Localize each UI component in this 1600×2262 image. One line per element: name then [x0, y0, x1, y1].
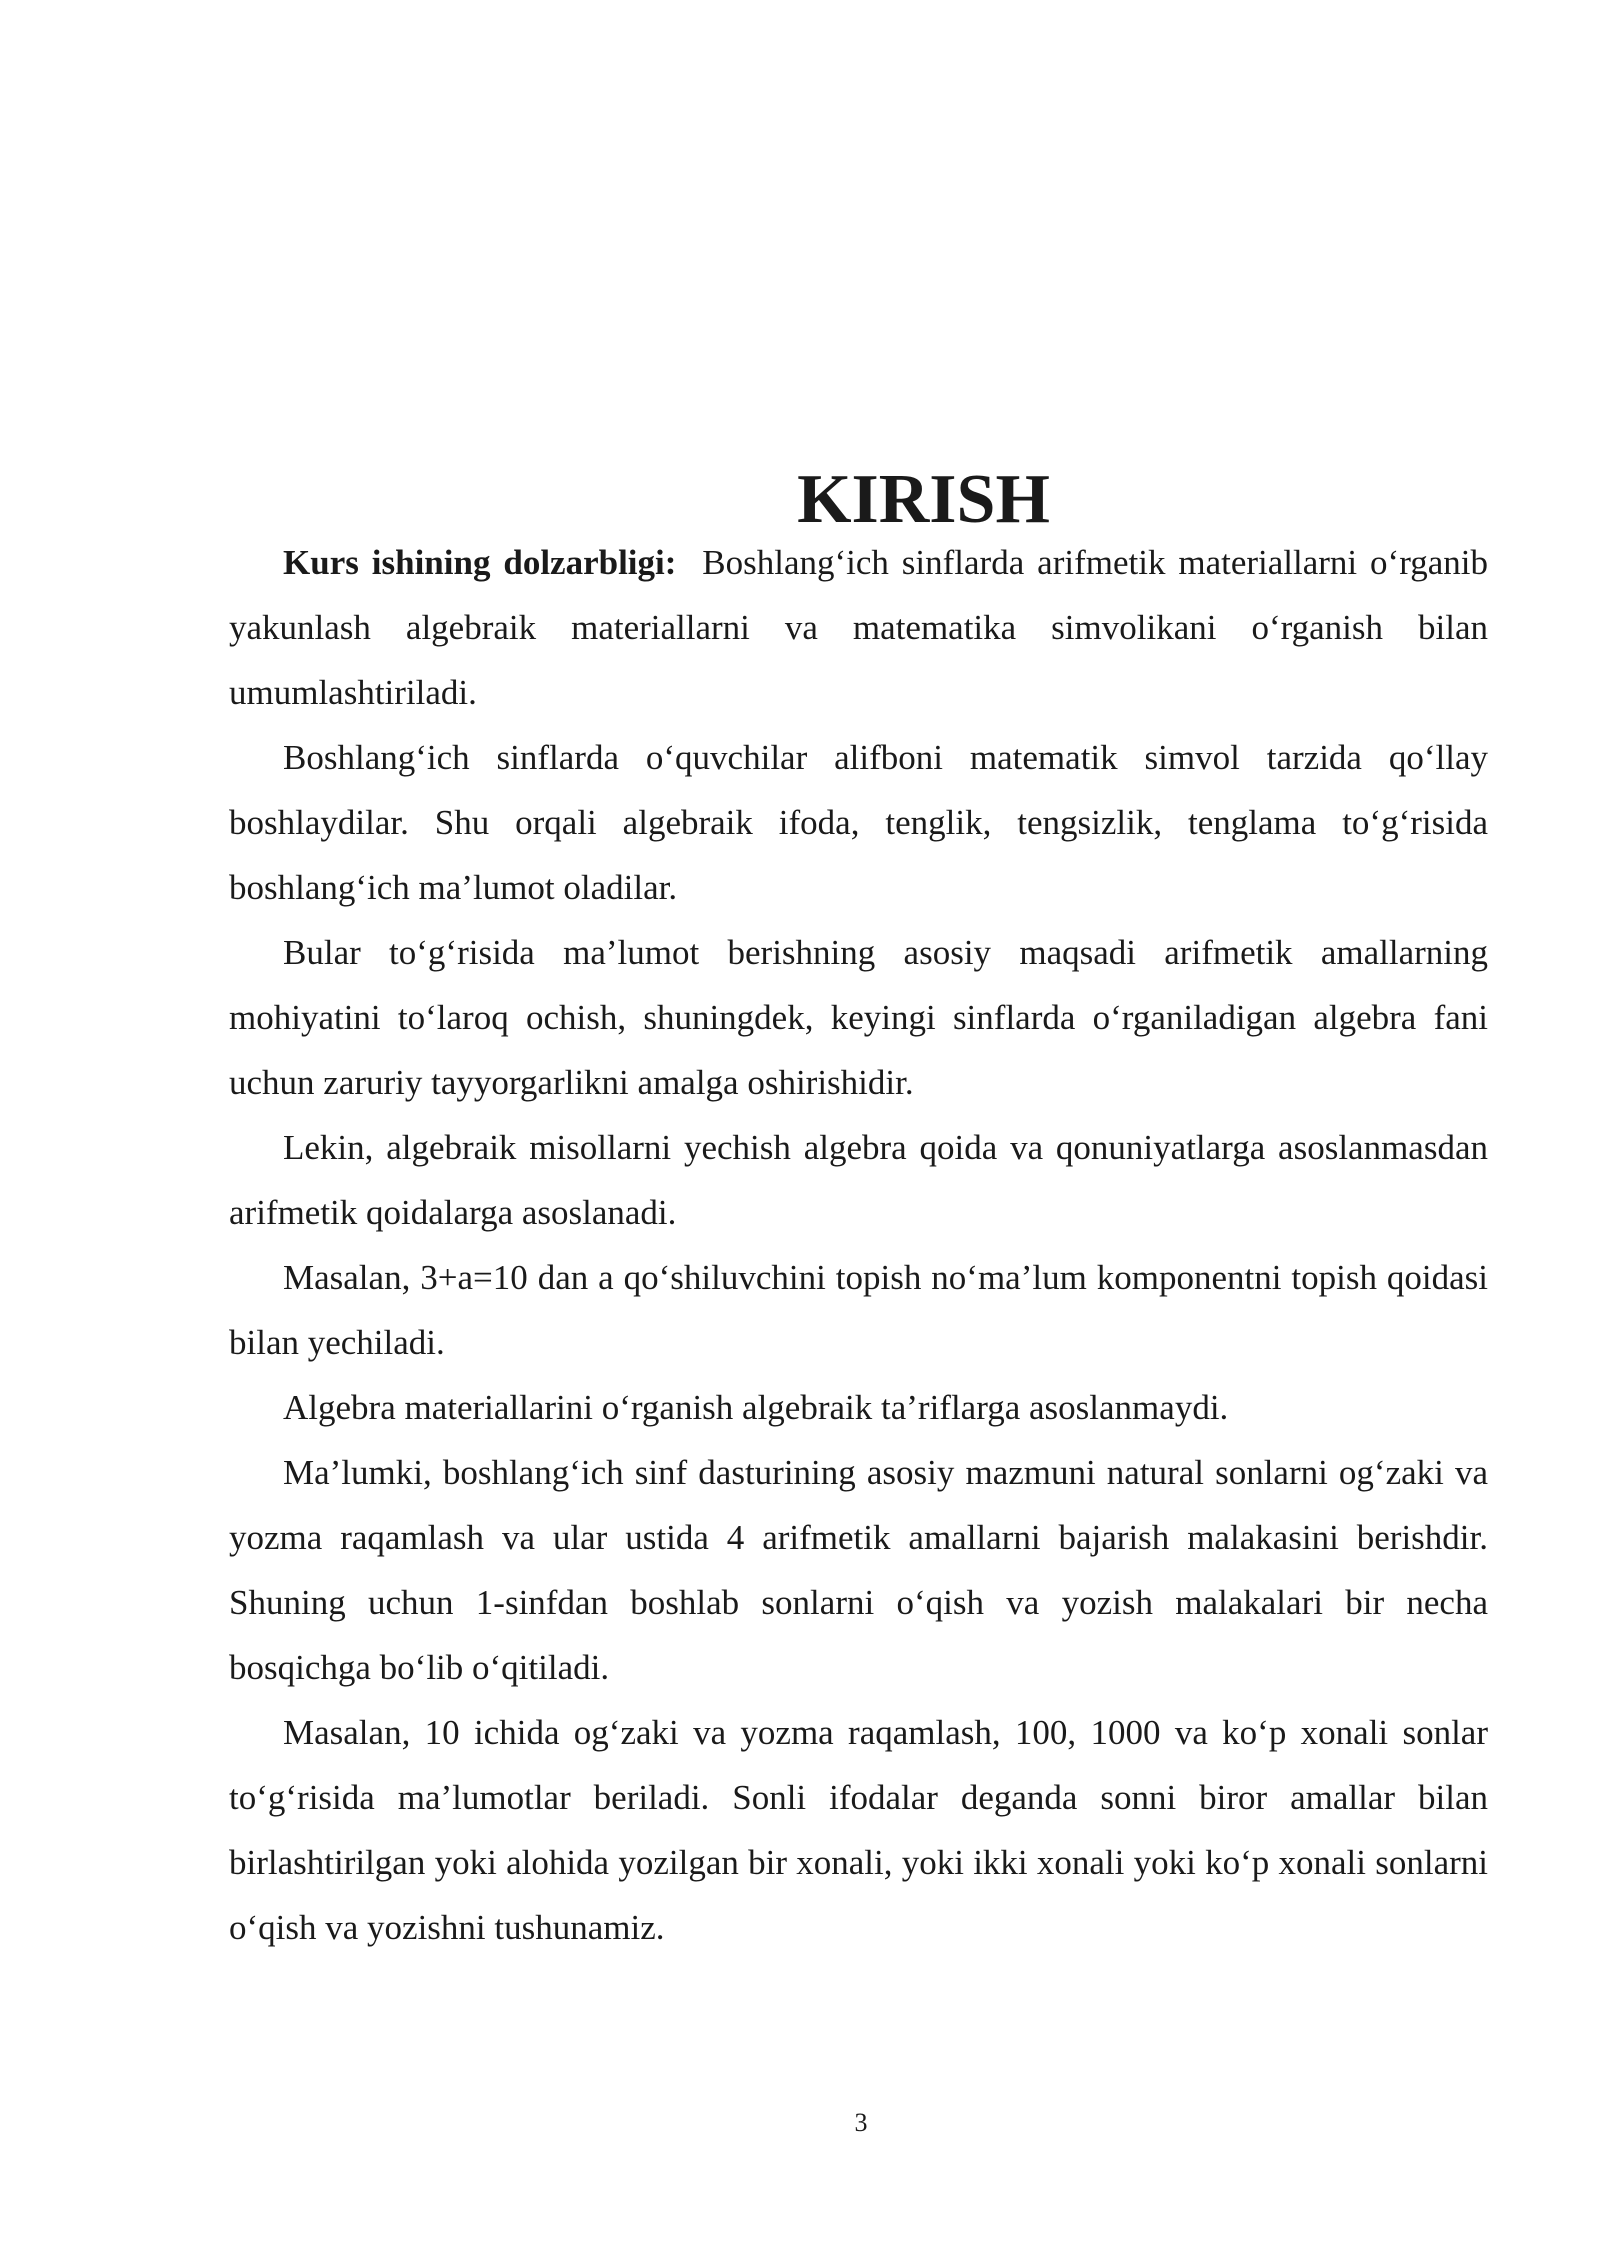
- paragraph: Masalan, 3+a=10 dan a qo‘shiluvchini topish no‘ma’lum komponentni topish qoidasi bilan yechiladi.: [229, 1258, 1488, 1362]
- paragraph: Algebra materiallarini o‘rganish algebraik ta’riflarga asoslanmaydi.: [283, 1388, 1229, 1427]
- paragraph-lead: Kurs ishining dolzarbligi:: [283, 543, 677, 582]
- paragraph: Bular to‘g‘risida ma’lumot berishning asosiy maqsadi arifmetik amallarning mohiyatini to‘laroq ochish, shuningdek, keyingi sinflarda o‘rganiladigan algebra fani uchun zaruriy tayyorgarlikni amalga oshirishidir.: [229, 933, 1488, 1102]
- paragraph: Boshlang‘ich sinflarda o‘quvchilar alifboni matematik simvol tarzida qo‘llay boshlaydilar. Shu orqali algebraik ifoda, tenglik, tengsizlik, tenglama to‘g‘risida boshlang‘ich ma’lumot oladilar.: [229, 738, 1488, 907]
- paragraph-text: Boshlang‘ich sinflarda arifmetik materiallarni o‘rganib yakunlash algebraik materiallarni va matematika simvolikani o‘rganish bilan umumlashtiriladi.: [229, 543, 1488, 712]
- page-content: [229, 461, 1488, 1960]
- paragraph: Masalan, 10 ichida og‘zaki va yozma raqamlash, 100, 1000 va ko‘p xonali sonlar to‘g‘risida ma’lumotlar beriladi. Sonli ifodalar deganda sonni biror amallar bilan birlashtirilgan yoki alohida yozilgan bir xonali, yoki ikki xonali yoki ko‘p xonali sonlarni o‘qish va yozishni tushunamiz.: [229, 1713, 1488, 1947]
- paragraph: Ma’lumki, boshlang‘ich sinf dasturining asosiy mazmuni natural sonlarni og‘zaki va yozma raqamlash va ular ustida 4 arifmetik amallarni bajarish malakasini berishdir. Shuning uchun 1-sinfdan boshlab sonlarni o‘qish va yozish malakalari bir necha bosqichga bo‘lib o‘qitiladi.: [229, 1453, 1488, 1687]
- section-heading: KIRISH: [797, 461, 1050, 538]
- paragraph-relevance: [229, 530, 1488, 725]
- page-number: 3: [854, 2108, 868, 2137]
- paragraph: Lekin, algebraik misollarni yechish algebra qoida va qonuniyatlarga asoslanmasdan arifmetik qoidalarga asoslanadi.: [229, 1128, 1488, 1232]
